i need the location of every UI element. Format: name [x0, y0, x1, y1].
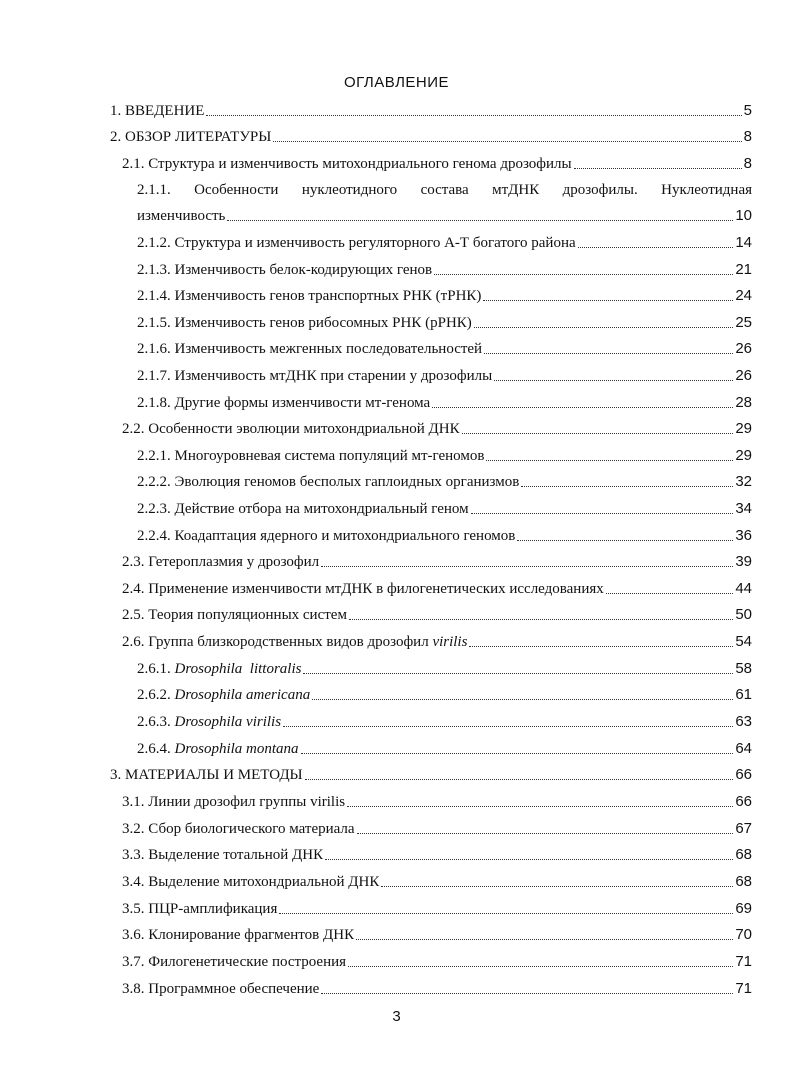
dot-leader [462, 432, 734, 434]
page-number: 3 [392, 1008, 401, 1025]
toc-entry[interactable] [122, 818, 752, 838]
toc-entry-label: 3.2. Сбор биологического материала [122, 821, 355, 837]
toc-entry-label: 3.1. Линии дрозофил группы virilis [122, 794, 346, 810]
toc-entry[interactable] [137, 338, 752, 358]
toc-entry-label-italic: Drosophila montana [174, 741, 299, 757]
toc-entry-page: 26 [735, 367, 752, 384]
toc-entry[interactable] [137, 259, 752, 279]
toc-entry-label-text: 2.6.3. [137, 714, 175, 730]
toc-entry[interactable] [122, 844, 752, 864]
toc-entry-label [122, 633, 467, 651]
dot-leader [206, 114, 741, 116]
dot-leader [469, 645, 733, 647]
dot-leader [325, 858, 733, 860]
toc-entry-label: 1. ВВЕДЕНИЕ [110, 103, 205, 119]
toc-entry-label: 2.1.8. Другие формы изменчивости мт-генома [137, 395, 431, 411]
dot-leader [349, 618, 733, 620]
toc-entry-page: 61 [735, 686, 752, 703]
dot-leader [357, 832, 734, 834]
toc-entry-page: 67 [735, 820, 752, 837]
toc-entry[interactable] [122, 604, 752, 624]
toc-entry-label: 2.2. Особенности эволюции митохондриальной ДНК [122, 421, 460, 437]
dot-leader [321, 565, 733, 567]
toc-entry[interactable] [137, 711, 752, 731]
toc-entry-label-italic: Drosophila americana [174, 687, 311, 703]
dot-leader [432, 406, 733, 408]
toc-entry[interactable] [122, 898, 752, 918]
dot-leader [483, 299, 733, 301]
dot-leader [301, 752, 734, 754]
toc-entry-label: 3.6. Клонирование фрагментов ДНК [122, 927, 355, 943]
toc-entry-label: 2.5. Теория популяционных систем [122, 607, 347, 623]
toc-entry-label-italic: virilis [432, 634, 468, 650]
toc-entry-page: 70 [735, 926, 752, 943]
toc-entry-label [137, 660, 301, 678]
toc-entry-label-text: 2.6. Группа близкородственных видов дрозофил [122, 634, 433, 650]
toc-entry[interactable] [122, 924, 752, 944]
toc-entry-page: 26 [735, 340, 752, 357]
toc-entry-label: 3.4. Выделение митохондриальной ДНК [122, 874, 380, 890]
dot-leader [574, 167, 742, 169]
toc-entry-label: 2.1. Структура и изменчивость митохондриального генома дрозофилы [122, 156, 572, 172]
toc-entry[interactable] [137, 525, 752, 545]
toc-entry[interactable] [137, 365, 752, 385]
toc-entry-label: 3.3. Выделение тотальной ДНК [122, 847, 324, 863]
toc-entry-label: 2. ОБЗОР ЛИТЕРАТУРЫ [110, 129, 272, 145]
toc-entry-label-italic: Drosophila littoralis [174, 661, 302, 677]
dot-leader [312, 698, 733, 700]
toc-entry-label-text: 2.6.4. [137, 741, 175, 757]
toc-entry[interactable] [137, 312, 752, 332]
toc-entry[interactable] [110, 100, 752, 120]
toc-entry-label: 2.1.7. Изменчивость мтДНК при старении у дрозофилы [137, 368, 493, 384]
toc-entry[interactable] [122, 978, 752, 998]
toc-entry-page: 71 [735, 953, 752, 970]
toc-entry[interactable] [137, 232, 752, 252]
toc-entry-page: 44 [735, 580, 752, 597]
toc-entry[interactable] [137, 658, 752, 678]
toc-entry-label: 2.3. Гетероплазмия у дрозофил [122, 554, 320, 570]
dot-leader [283, 725, 733, 727]
toc-entry-wrapped-line1[interactable] [137, 180, 752, 200]
dot-leader [484, 352, 733, 354]
dot-leader [348, 965, 733, 967]
toc-entry-page: 54 [735, 633, 752, 650]
toc-entry[interactable] [137, 471, 752, 491]
toc-entry[interactable] [137, 498, 752, 518]
toc-entry-page: 69 [735, 900, 752, 917]
toc-entry[interactable] [122, 791, 752, 811]
toc-entry[interactable] [122, 153, 752, 173]
toc-entry-label: 3. МАТЕРИАЛЫ И МЕТОДЫ [110, 767, 303, 783]
toc-entry-page: 28 [735, 394, 752, 411]
toc-entry-label: 3.8. Программное обеспечение [122, 981, 320, 997]
toc-entry[interactable] [137, 738, 752, 758]
toc-entry[interactable] [122, 631, 752, 651]
toc-entry-page: 71 [735, 980, 752, 997]
toc-entry-page: 32 [735, 473, 752, 490]
toc-entry-page: 58 [735, 660, 752, 677]
toc-entry-label: 2.1.3. Изменчивость белок-кодирующих генов [137, 262, 433, 278]
toc-entry-page: 21 [735, 261, 752, 278]
toc-entry-label-line2: изменчивость [137, 208, 226, 224]
toc-entry-label: 2.4. Применение изменчивости мтДНК в филогенетических исследованиях [122, 581, 604, 597]
toc-entry-page: 24 [735, 287, 752, 304]
dot-leader [434, 273, 733, 275]
toc-entry-page: 34 [735, 500, 752, 517]
toc-entry[interactable] [137, 205, 752, 225]
toc-entry-page: 66 [735, 766, 752, 783]
toc-entry-page: 25 [735, 314, 752, 331]
toc-entry-page: 36 [735, 527, 752, 544]
toc-entry[interactable] [122, 551, 752, 571]
toc-entry-page: 68 [735, 846, 752, 863]
toc-entry-label: 3.5. ПЦР-амплификация [122, 901, 278, 917]
toc-entry[interactable] [137, 285, 752, 305]
toc-entry-label: 2.1.5. Изменчивость генов рибосомных РНК (рРНК) [137, 315, 472, 331]
toc-entry[interactable] [110, 764, 752, 784]
dot-leader [303, 672, 733, 674]
toc-entry-label: 2.2.3. Действие отбора на митохондриальный геном [137, 501, 469, 517]
toc-entry-page: 66 [735, 793, 752, 810]
toc-entry-label-italic: Drosophila virilis [174, 714, 282, 730]
toc-entry-page: 29 [735, 420, 752, 437]
toc-entry[interactable] [122, 871, 752, 891]
toc-entry-label: 2.1.4. Изменчивость генов транспортных РНК (тРНК) [137, 288, 482, 304]
toc-entry-label-line1: 2.1.1. Особенности нуклеотидного состава мтДНК дрозофилы. Нуклеотидная [137, 182, 752, 198]
toc-entry[interactable] [137, 445, 752, 465]
dot-leader [494, 379, 733, 381]
toc-entry-label [137, 713, 281, 731]
toc-entry-label: 2.2.4. Коадаптация ядерного и митохондриального геномов [137, 528, 516, 544]
toc-entry-label [137, 686, 310, 704]
dot-leader [279, 912, 733, 914]
dot-leader [486, 459, 733, 461]
toc-entry[interactable] [122, 578, 752, 598]
toc-entry-page: 68 [735, 873, 752, 890]
dot-leader [381, 885, 733, 887]
toc-entry[interactable] [110, 126, 752, 146]
toc-entry-label-text: 2.6.1. [137, 661, 175, 677]
toc-entry[interactable] [122, 418, 752, 438]
toc-entry-page: 10 [735, 207, 752, 224]
toc-entry-page: 8 [743, 155, 752, 172]
toc-entry-page: 8 [743, 128, 752, 145]
toc-title: ОГЛАВЛЕНИЕ [343, 74, 450, 91]
dot-leader [474, 326, 734, 328]
dot-leader [471, 512, 734, 514]
dot-leader [578, 246, 734, 248]
toc-entry-label: 2.2.1. Многоуровневая система популяций мт-геномов [137, 448, 485, 464]
toc-entry-page: 5 [743, 102, 752, 119]
toc-entry-page: 14 [735, 234, 752, 251]
toc-entry[interactable] [137, 392, 752, 412]
dot-leader [273, 140, 741, 142]
toc-entry-label: 3.7. Филогенетические построения [122, 954, 347, 970]
toc-entry-label: 2.1.6. Изменчивость межгенных последовательностей [137, 341, 483, 357]
toc-entry-page: 39 [735, 553, 752, 570]
dot-leader [321, 992, 733, 994]
toc-entry-page: 50 [735, 606, 752, 623]
dot-leader [227, 219, 733, 221]
dot-leader [356, 938, 733, 940]
dot-leader [517, 539, 733, 541]
toc-entry[interactable] [137, 684, 752, 704]
dot-leader [347, 805, 733, 807]
toc-entry-page: 29 [735, 447, 752, 464]
toc-entry[interactable] [122, 951, 752, 971]
toc-entry-page: 63 [735, 713, 752, 730]
dot-leader [521, 485, 733, 487]
toc-entry-label: 2.1.2. Структура и изменчивость регуляторного А-Т богатого района [137, 235, 576, 251]
toc-entry-label [137, 740, 299, 758]
toc-entry-label-text: 2.6.2. [137, 687, 175, 703]
toc-entry-label: 2.2.2. Эволюция геномов бесполых гаплоидных организмов [137, 474, 520, 490]
dot-leader [305, 778, 734, 780]
dot-leader [606, 592, 734, 594]
toc-entry-page: 64 [735, 740, 752, 757]
